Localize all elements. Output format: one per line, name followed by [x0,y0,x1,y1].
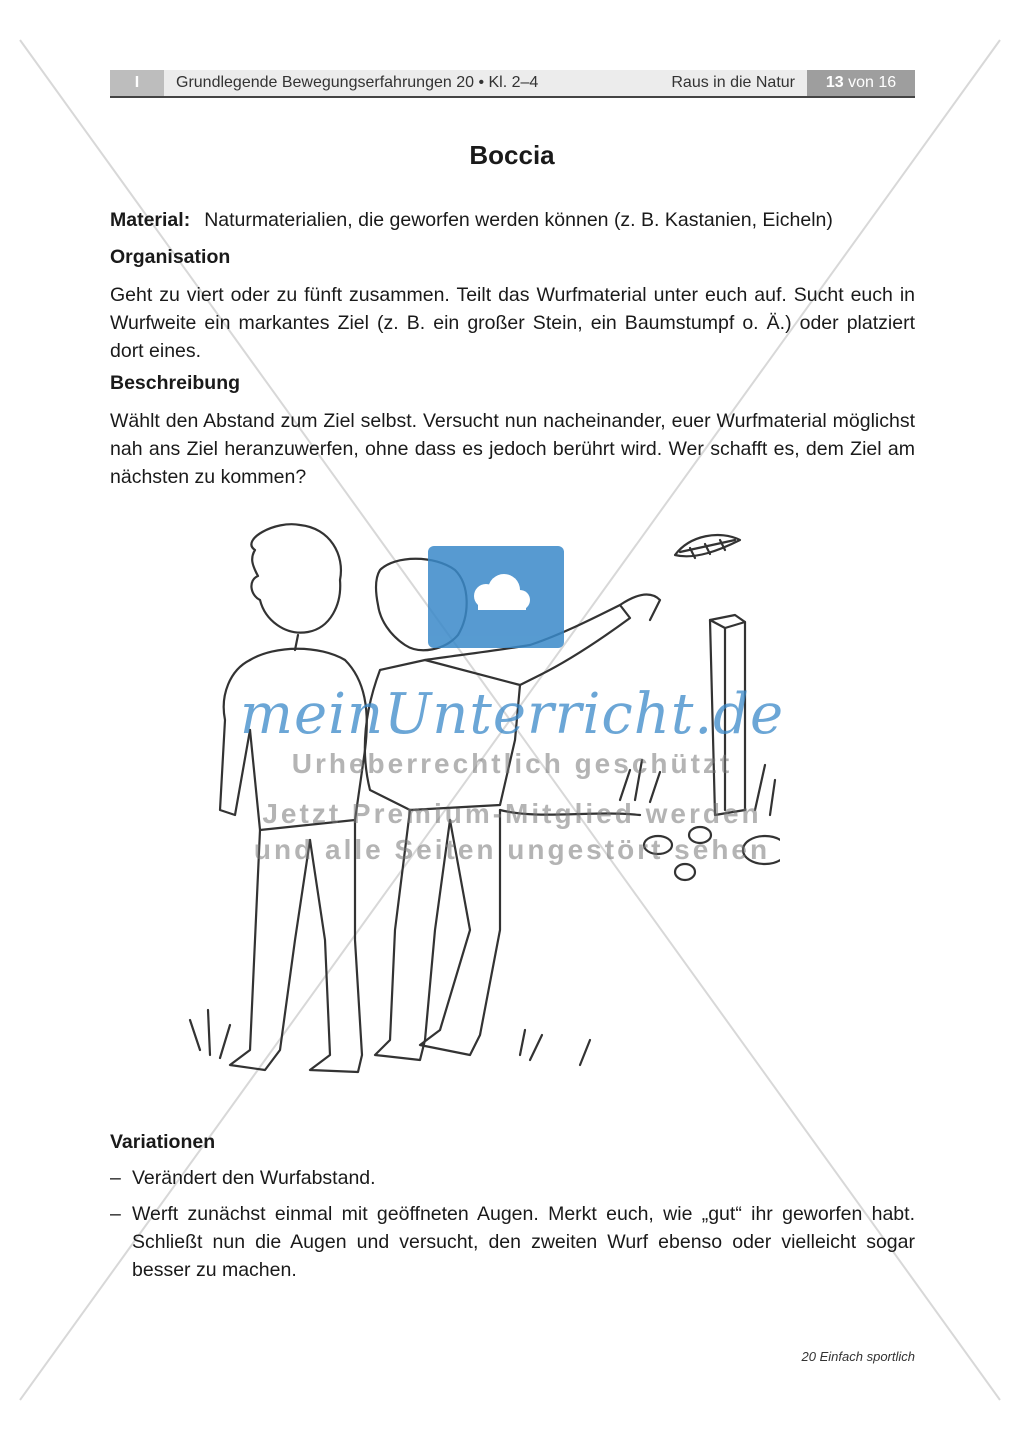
watermark-line-3: und alle Seiten ungestört sehen [253,834,771,865]
list-item [110,1200,915,1284]
list-item-text: Werft zunächst einmal mit geöffneten Augen. Merkt euch, wie „gut“ ihr geworfen habt. Schließt nun die Augen und versucht, den zweiten Wurf ebenso oder vielleicht sogar besser zu machen. [132,1203,915,1281]
beschreibung-text: Wählt den Abstand zum Ziel selbst. Versucht nun nacheinander, euer Wurfmaterial möglichst nah ans Ziel heranzuwerfen, ohne dass es jedoch berührt wird. Wer schafft es, dem Ziel am nächsten zu kommen? [110,410,915,488]
list-item [110,1164,915,1192]
page-number: 13 [825,74,844,91]
header-page-indicator [807,70,915,96]
briefcase-cloud-icon [428,546,564,648]
material-text: Naturmaterialien, die geworfen werden können (z. B. Kastanien, Eicheln) [204,209,833,231]
material-line [110,206,915,234]
organisation-text: Geht zu viert oder zu fünft zusammen. Teilt das Wurfmaterial unter euch auf. Sucht euch in Wurfweite ein markantes Ziel (z. B. ein großer Stein, ein Baumstumpf o. Ä.) oder platziert dort eines. [110,284,915,362]
material-label: Material: [110,209,191,231]
variationen-heading: Variationen [110,1131,216,1153]
beschreibung-heading: Beschreibung [110,372,241,394]
watermark-line-1: Urheberrechtlich geschützt [291,748,733,779]
page-title: Boccia [469,140,555,170]
organisation-heading: Organisation [110,246,231,268]
list-dash: – [110,1203,121,1225]
page-footer: 20 Einfach sportlich [801,1349,915,1364]
watermark-line-2: Jetzt Premium-Mitglied werden [262,798,762,829]
page-header [110,70,915,98]
list-dash: – [110,1167,121,1189]
header-section: Raus in die Natur [671,74,795,91]
list-item-text: Verändert den Wurfabstand. [132,1167,376,1189]
variationen-list [110,1164,915,1292]
page-total: von 16 [848,74,897,91]
header-roman-numeral: I [110,70,164,96]
watermark-brand: meinUnterricht.de [239,682,785,747]
header-series: Grundlegende Bewegungserfahrungen 20 • Kl. 2–4 [176,74,539,91]
